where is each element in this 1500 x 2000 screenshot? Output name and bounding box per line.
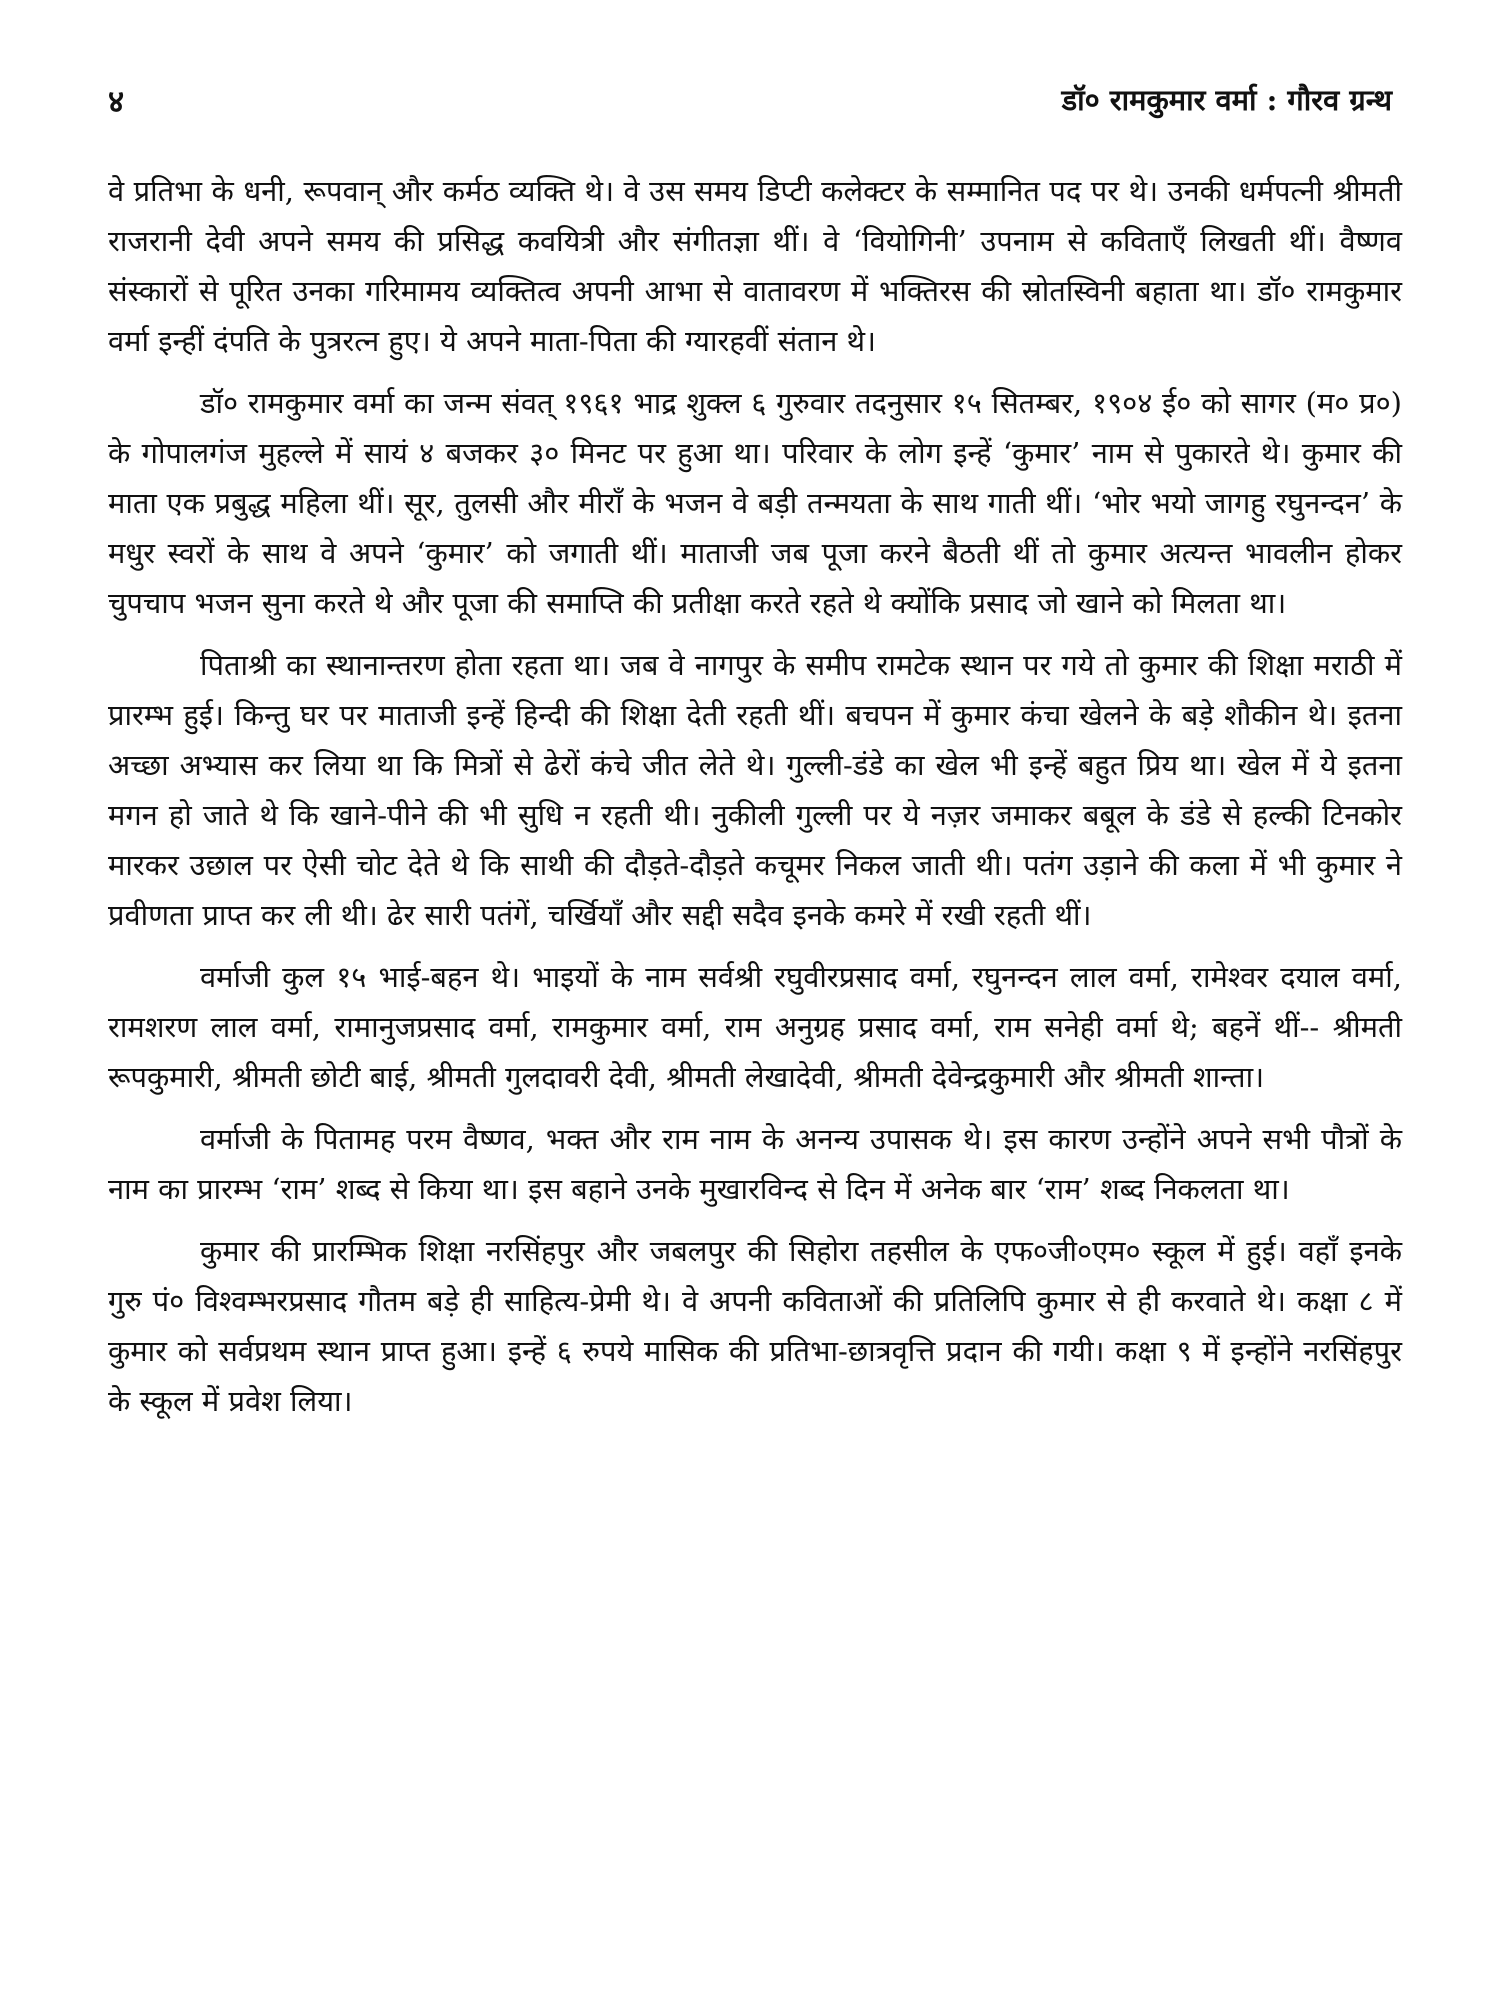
running-title: डॉ० रामकुमार वर्मा : गौरव ग्रन्थ <box>1061 83 1392 117</box>
paragraph-2: डॉ० रामकुमार वर्मा का जन्म संवत् १९६१ भाद्र शुक्ल ६ गुरुवार तदनुसार १५ सितम्बर, १९०४ ई० को सागर (म० प्र०) के गोपालगंज मुहल्ले में सायं ४ बजकर ३० मिनट पर हुआ था। परिवार के लोग इन्हें ‘कुमार’ नाम से पुकारते थे। कुमार की माता एक प्रबुद्ध महिला थीं। सूर, तुलसी और मीराँ के भजन वे बड़ी तन्मयता के साथ गाती थीं। ‘भोर भयो जागहु रघुनन्दन’ के मधुर स्वरों के साथ वे अपने ‘कुमार’ को जगाती थीं। माताजी जब पूजा करने बैठती थीं तो कुमार अत्यन्त भावलीन होकर चुपचाप भजन सुना करते थे और पूजा की समाप्ति की प्रतीक्षा करते रहते थे क्योंकि प्रसाद जो खाने को मिलता था। <box>108 386 1402 620</box>
paragraph-1: वे प्रतिभा के धनी, रूपवान् और कर्मठ व्यक्ति थे। वे उस समय डिप्टी कलेक्टर के सम्मानित पद पर थे। उनकी धर्मपत्नी श्रीमती राजरानी देवी अपने समय की प्रसिद्ध कवयित्री और संगीतज्ञा थीं। वे ‘वियोगिनी’ उपनाम से कविताएँ लिखती थीं। वैष्णव संस्कारों से पूरित उनका गरिमामय व्यक्तित्व अपनी आभा से वातावरण में भक्तिरस की स्रोतस्विनी बहाता था। डॉ० रामकुमार वर्मा इन्हीं दंपति के पुत्ररत्न हुए। ये अपने माता-पिता की ग्यारहवीं संतान थे। <box>108 174 1402 358</box>
paragraph-3: पिताश्री का स्थानान्तरण होता रहता था। जब वे नागपुर के समीप रामटेक स्थान पर गये तो कुमार की शिक्षा मराठी में प्रारम्भ हुई। किन्तु घर पर माताजी इन्हें हिन्दी की शिक्षा देती रहती थीं। बचपन में कुमार कंचा खेलने के बड़े शौकीन थे। इतना अच्छा अभ्यास कर लिया था कि मित्रों से ढेरों कंचे जीत लेते थे। गुल्ली-डंडे का खेल भी इन्हें बहुत प्रिय था। खेल में ये इतना मगन हो जाते थे कि खाने-पीने की भी सुधि न रहती थी। नुकीली गुल्ली पर ये नज़र जमाकर बबूल के डंडे से हल्की टिनकोर मारकर उछाल पर ऐसी चोट देते थे कि साथी की दौड़ते-दौड़ते कचूमर निकल जाती थी। पतंग उड़ाने की कला में भी कुमार ने प्रवीणता प्राप्त कर ली थी। ढेर सारी पतंगें, चर्खियाँ और सद्दी सदैव इनके कमरे में रखी रहती थीं। <box>108 648 1402 932</box>
page-header <box>108 80 1392 130</box>
page-number: ४ <box>108 84 125 120</box>
paragraph-4: वर्माजी कुल १५ भाई-बहन थे। भाइयों के नाम सर्वश्री रघुवीरप्रसाद वर्मा, रघुनन्दन लाल वर्मा, रामेश्वर दयाल वर्मा, रामशरण लाल वर्मा, रामानुजप्रसाद वर्मा, रामकुमार वर्मा, राम अनुग्रह प्रसाद वर्मा, राम सनेही वर्मा थे; बहनें थीं-- श्रीमती रूपकुमारी, श्रीमती छोटी बाई, श्रीमती गुलदावरी देवी, श्रीमती लेखादेवी, श्रीमती देवेन्द्रकुमारी और श्रीमती शान्ता। <box>108 960 1402 1094</box>
paragraph-5: वर्माजी के पितामह परम वैष्णव, भक्त और राम नाम के अनन्य उपासक थे। इस कारण उन्होंने अपने सभी पौत्रों के नाम का प्रारम्भ ‘राम’ शब्द से किया था। इस बहाने उनके मुखारविन्द से दिन में अनेक बार ‘राम’ शब्द निकलता था। <box>108 1122 1402 1206</box>
body-text <box>108 166 1402 1438</box>
paragraph-6: कुमार की प्रारम्भिक शिक्षा नरसिंहपुर और जबलपुर की सिहोरा तहसील के एफ०जी०एम० स्कूल में हुई। वहाँ इनके गुरु पं० विश्वम्भरप्रसाद गौतम बड़े ही साहित्य-प्रेमी थे। वे अपनी कविताओं की प्रतिलिपि कुमार से ही करवाते थे। कक्षा ८ में कुमार को सर्वप्रथम स्थान प्राप्त हुआ। इन्हें ६ रुपये मासिक की प्रतिभा-छात्रवृत्ति प्रदान की गयी। कक्षा ९ में इन्होंने नरसिंहपुर के स्कूल में प्रवेश लिया। <box>108 1234 1402 1418</box>
